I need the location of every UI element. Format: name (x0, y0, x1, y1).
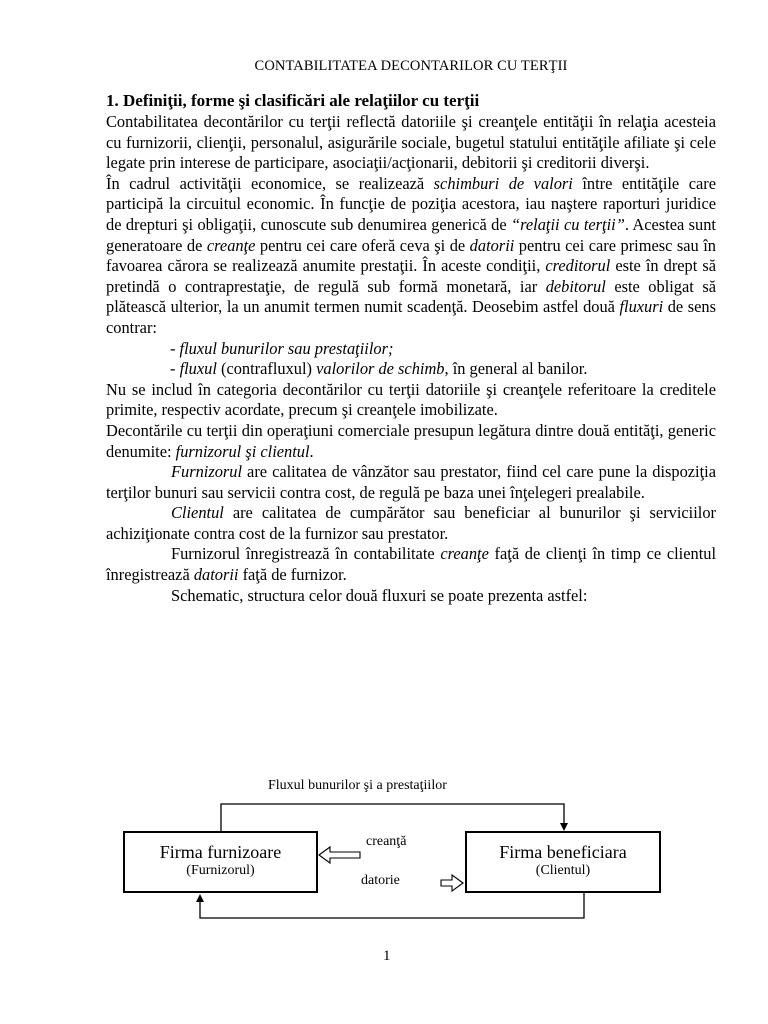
client-title: Firma beneficiara (499, 842, 627, 862)
paragraph-1: Contabilitatea decontărilor cu terţii reflectă datoriile şi creanţele entităţii în relaţia acesteia cu furnizorii, clienţii, personalul, asigurările sociale, bugetul statului entităţile afiliate şi cele legate prin interese de participare, asociaţii/acţionarii, debitorii şi creditorii diverşi. (106, 112, 716, 173)
supplier-box (123, 831, 318, 893)
paragraph-3: Nu se includ în categoria decontărilor cu terţii datoriile şi creanţele referitoare la creditele primite, respectiv acordate, precum şi creanţele imobilizate. (106, 379, 716, 420)
page-number: 1 (383, 948, 391, 964)
supplier-subtitle: (Furnizorul) (186, 863, 255, 878)
paragraph-8: Schematic, structura celor două fluxuri se poate prezenta astfel: (171, 585, 588, 605)
paragraph-5: Furnizorul are calitatea de vânzător sau prestator, fiind cel care pune la dispoziţia terţilor bunuri sau servicii contra cost, de regulă pe baza unei înţelegeri prealabile. (106, 462, 716, 502)
client-box (465, 831, 661, 893)
paragraph-7: Furnizorul înregistrează în contabilitate creanţe faţă de clienţi în timp ce clientul înregistrează datorii faţă de furnizor. (106, 544, 716, 585)
creanta-arrow-icon (319, 847, 360, 863)
datorie-label: datorie (361, 873, 400, 888)
goods-flow-arrowhead (560, 823, 568, 831)
paragraph-4: Decontările cu terţii din operaţiuni comerciale presupun legătura dintre două entităţi, generic denumite: furnizorul şi clientul. (106, 420, 716, 461)
money-flow-arrow (200, 893, 584, 918)
goods-flow-arrow (221, 804, 564, 831)
dash-item-2: - fluxul (contrafluxul) valorilor de schimb, în general al banilor. (170, 359, 588, 379)
paragraph-2: În cadrul activităţii economice, se realizează schimburi de valori între entităţile care participă la circuitul economic. În funcţie de poziţia acestora, iau naştere raporturi juridice de drepturi şi obligaţii, cunoscute sub denumirea generică de “relaţii cu terţii”. Acestea sunt generatoare de creanţe pentru cei care oferă ceva şi de datorii pentru cei care primesc sau în favoarea cărora se realizează anumite prestaţii. În aceste condiţii, creditorul este în drept să pretindă o contraprestaţie, de regulă sub formă monetară, iar debitorul este obligat să plătească ulterior, la un anumit termen numit scadenţă. Deosebim astfel două fluxuri de sens contrar: (106, 173, 716, 337)
section-heading: 1. Definiţii, forme şi clasificări ale relaţiilor cu terţii (106, 91, 480, 110)
document-title: CONTABILITATEA DECONTARILOR CU TERŢII (254, 58, 568, 74)
goods-flow-label: Fluxul bunurilor şi a prestaţiilor (268, 778, 447, 793)
datorie-arrow-icon (441, 875, 463, 891)
paragraph-6: Clientul are calitatea de cumpărător sau beneficiar al bunurilor şi serviciilor achiziţionate contra cost de la furnizor sau prestator. (106, 503, 716, 543)
supplier-title: Firma furnizoare (159, 842, 282, 862)
dash-item-1: - fluxul bunurilor sau prestaţiilor; (170, 338, 394, 358)
money-flow-arrowhead (196, 894, 204, 902)
creanta-label: creanţă (366, 834, 407, 849)
client-subtitle: (Clientul) (535, 863, 591, 878)
